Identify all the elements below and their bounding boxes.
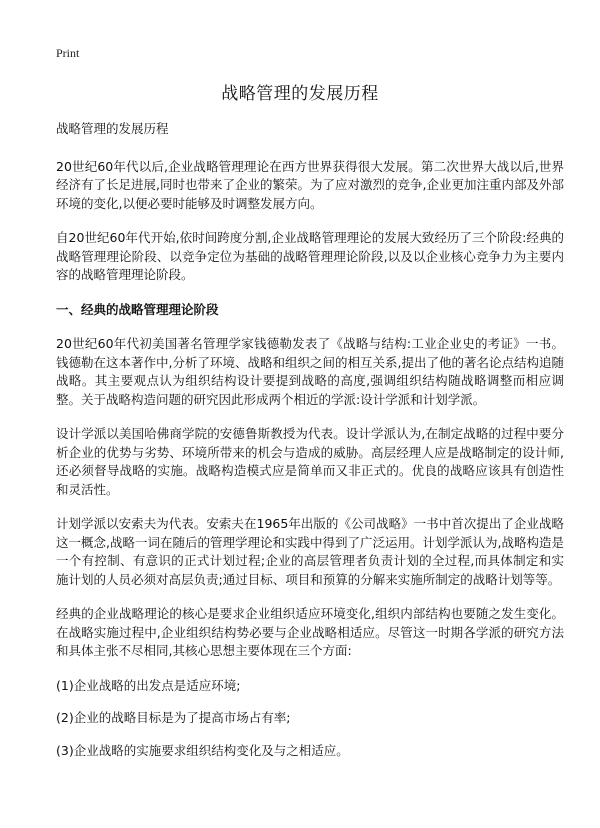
section-1-paragraph-3: 计划学派以安索夫为代表。安索夫在1965年出版的《公司战略》一书中首次提出了企业战略这一概念,战略一词在随后的管理学理论和实践中得到了广泛运用。计划学派认为,战略构造是一个有控制、有意识的正式计划过程;企业的高层管理者负责计划的全过程,而具体制定和实施计划的人员必须对高层负责;通过目标、项目和预算的分解来实施所制定的战略计划等等。 <box>56 516 564 587</box>
section-1-heading: 一、经典的战略管理理论阶段 <box>56 301 219 317</box>
intro-paragraph-1: 20世纪60年代以后,企业战略管理理论在西方世界获得很大发展。第二次世界大战以后,世界经济有了长足进展,同时也带来了企业的繁荣。为了应对激烈的竞争,企业更加注重内部及外部环境的变化,以便必要时能够及时调整发展方向。 <box>56 158 564 211</box>
section-1-paragraph-1: 20世纪60年代初美国著名管理学家钱德勒发表了《战略与结构:工业企业史的考证》一书。钱德勒在这本著作中,分析了环境、战略和组织之间的相互关系,提出了他的著名论点结构追随战略。其主要观点认为组织结构设计要提到战略的高度,强调组织结构随战略调整而相应调整。关于战略构造问题的研究因此形成两个相近的学派:设计学派和计划学派。 <box>56 336 564 407</box>
document-subtitle: 战略管理的发展历程 <box>56 121 169 136</box>
section-1-paragraph-4: 经典的企业战略理论的核心是要求企业组织适应环境变化,组织内部结构也要随之发生变化。在战略实施过程中,企业组织结构势必要与企业战略相适应。尽管这一时期各学派的研究方法和具体主张不尽相同,其核心思想主要体现在三个方面: <box>56 606 564 658</box>
document-body <box>56 120 564 774</box>
list-item-2: (2)企业的战略目标是为了提高市场占有率; <box>56 710 291 725</box>
list-item-3: (3)企业战略的实施要求组织结构变化及与之相适应。 <box>56 742 349 758</box>
document-title: 战略管理的发展历程 <box>221 84 379 104</box>
section-1-paragraph-2: 设计学派以美国哈佛商学院的安德鲁斯教授为代表。设计学派认为,在制定战略的过程中要分析企业的优势与劣势、环境所带来的机会与造成的威胁。高层经理人应是战略制定的设计师,还必须督导战略的实施。战略构造模式应是简单而又非正式的。优良的战略应该具有创造性和灵活性。 <box>56 426 564 497</box>
intro-paragraph-2: 自20世纪60年代开始,依时间跨度分割,企业战略管理理论的发展大致经历了三个阶段:经典的战略管理理论阶段、以竞争定位为基础的战略管理理论阶段,以及以企业核心竞争力为主要内容的战略管理理论阶段。 <box>56 230 564 282</box>
list-item-1: (1)企业战略的出发点是适应环境; <box>56 677 241 693</box>
print-link[interactable]: Print <box>56 46 80 60</box>
